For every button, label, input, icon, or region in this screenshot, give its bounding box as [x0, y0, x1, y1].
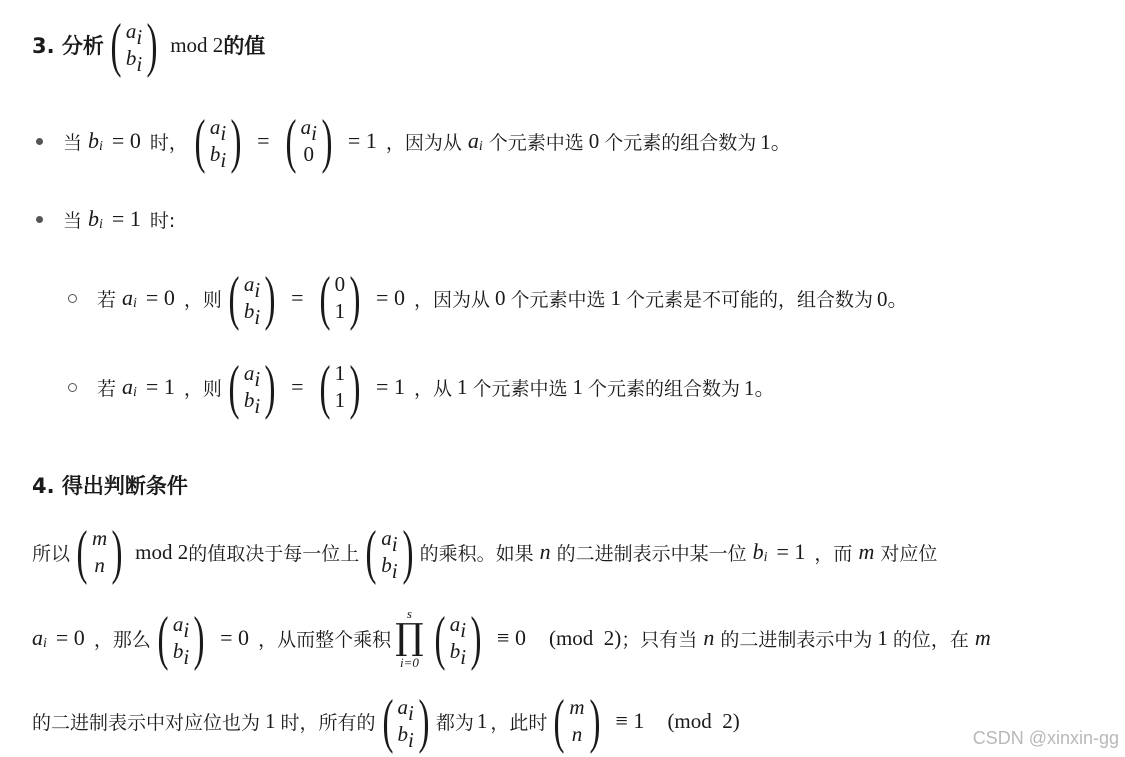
section3-heading [32, 10, 265, 80]
watermark: CSDN @xinxin-gg [972, 728, 1119, 748]
binomial: ( m n ) [553, 688, 601, 754]
mod-expression: mod 2 [170, 32, 224, 57]
paragraph-line-3: 的二进制表示中对应位也为 1 时，所有的 ( ai bi ) 都为 1 ，此时 ( m n ) ≡ 1 (mod 2) [32, 688, 740, 754]
binomial: ( ai bi ) [110, 12, 158, 78]
binomial: ( ai bi ) [365, 519, 414, 585]
binomial: ( ai bi ) [194, 108, 242, 174]
circle-bullet [68, 294, 77, 303]
product-operator: s ∏ i=0 [395, 606, 424, 670]
binomial: ( 1 1 ) [319, 354, 361, 420]
paragraph-line-1: 所以 ( m n ) mod 2 的值取决于每一位上 ( ai bi ) 的乘积。如果 n 的二进制表示中某一位 b i = 1 ，而 m 对应位 [32, 519, 938, 585]
sub-bullet-item-2: 若 a i = 1 ，则 ( ai bi ) = ( 1 1 ) = 1 ，从 1 个元素中选 1 个元素的组合数为 1。 [68, 352, 776, 422]
binomial: ( ai bi ) [434, 605, 482, 671]
bullet-item-2: 当 b i = 1 时: [36, 184, 175, 254]
binomial: ( ai bi ) [382, 688, 430, 754]
paragraph-line-2: a i = 0 ，那么 ( ai bi ) = 0 ，从而整个乘积 s ∏ i=0 ( ai bi ) ≡ 0 (mod 2) ；只有当 n 的二进制表示中为 1 的位，在 m [32, 605, 991, 671]
binomial: ( ai 0 ) [285, 108, 333, 174]
bullet-item-1: 当 b i = 0 时， ( ai bi ) = ( ai 0 ) = 1 ，因为从 a i 个元素中选 0 个元素的组合数为 1。 [36, 106, 792, 176]
heading-suffix: 的值 [223, 34, 266, 58]
bullet-dot [36, 138, 43, 145]
binomial: ( 0 1 ) [319, 265, 361, 331]
binomial: ( ai bi ) [228, 265, 276, 331]
heading-prefix: 3. 分析 [32, 34, 104, 58]
binomial: ( ai bi ) [157, 605, 205, 671]
heading: 4. 得出判断条件 [32, 474, 188, 498]
binomial: ( ai bi ) [228, 354, 276, 420]
sub-bullet-item-1: 若 a i = 0 ，则 ( ai bi ) = ( 0 1 ) = 0 ，因为从 0 个元素中选 1 个元素是不可能的，组合数为 0。 [68, 263, 909, 333]
bullet-dot [36, 216, 43, 223]
section4-heading [32, 450, 188, 520]
binomial: ( m n ) [76, 519, 123, 585]
circle-bullet [68, 383, 77, 392]
